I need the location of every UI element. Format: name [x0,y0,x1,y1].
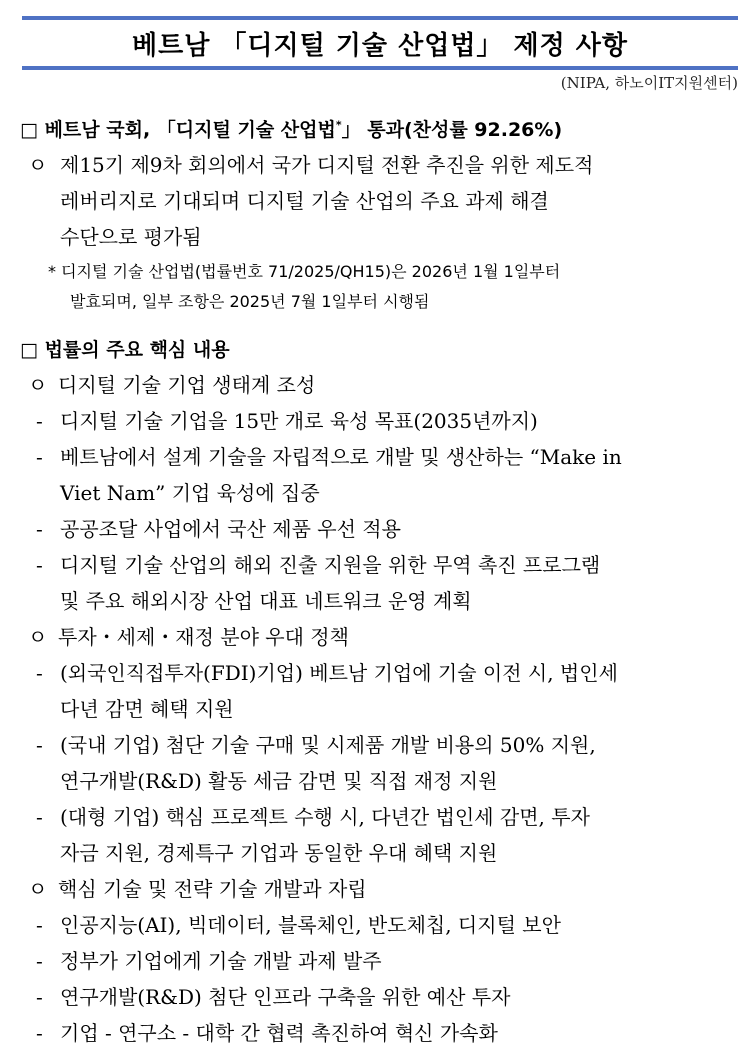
group-marker: ㅇ [28,625,48,649]
list-item-cont: 다년 감면 혜택 지원 [60,697,234,721]
group-marker: ㅇ [28,373,48,397]
dash-marker: - [36,553,43,577]
dash-marker: - [36,913,43,937]
section1-heading: □ 베트남 국회, 「디지털 기술 산업법*」 통과(찬성률 92.26%) [20,118,563,141]
dash-marker: - [36,949,43,973]
list-item-cont: Viet Nam” 기업 육성에 집중 [60,481,320,505]
dash-marker: - [36,445,43,469]
list-item: (국내 기업) 첨단 기술 구매 및 시제품 개발 비용의 50% 지원, [60,733,596,757]
group-marker: ㅇ [28,877,48,901]
section1-item-line: 수단으로 평가됨 [60,225,202,249]
list-item: 인공지능(AI), 빅데이터, 블록체인, 반도체칩, 디지털 보안 [60,913,561,937]
group-title: 투자・세제・재정 분야 우대 정책 [58,625,349,649]
dash-marker: - [36,517,43,541]
dash-marker: - [36,1021,43,1045]
list-item: 디지털 기술 산업의 해외 진출 지원을 위한 무역 촉진 프로그램 [60,553,601,577]
title-band [22,16,738,70]
section1-note: * 디지털 기술 산업법(법률번호 71/2025/QH15)은 2026년 1월 1일부터 [48,262,561,281]
section1-item-marker: ㅇ [28,153,48,177]
dash-marker: - [36,985,43,1009]
section-bullet: □ [20,339,38,361]
section1-item-line: 레버리지로 기대되며 디지털 기술 산업의 주요 과제 해결 [60,189,549,213]
list-item-cont: 및 주요 해외시장 산업 대표 네트워크 운영 계획 [60,589,472,613]
dash-marker: - [36,805,43,829]
list-item: (대형 기업) 핵심 프로젝트 수행 시, 다년간 법인세 감면, 투자 [60,805,590,829]
group-title: 디지털 기술 기업 생태계 조성 [58,373,316,397]
dash-marker: - [36,661,43,685]
section-bullet: □ [20,119,38,141]
dash-marker: - [36,409,43,433]
page-title: 베트남 「디지털 기술 산업법」 제정 사항 [132,30,628,61]
list-item-cont: 자금 지원, 경제특구 기업과 동일한 우대 혜택 지원 [60,841,498,865]
group-title: 핵심 기술 및 전략 기술 개발과 자립 [58,877,367,901]
source-label: (NIPA, 하노이IT지원센터) [560,74,738,92]
list-item: 디지털 기술 기업을 15만 개로 육성 목표(2035년까지) [60,409,538,433]
list-item: 공공조달 사업에서 국산 제품 우선 적용 [60,517,401,541]
dash-marker: - [36,733,43,757]
section1-item-line: 제15기 제9차 회의에서 국가 디지털 전환 추진을 위한 제도적 [60,153,594,177]
section1-note: 발효되며, 일부 조항은 2025년 7월 1일부터 시행됨 [70,292,430,311]
section2-heading: □ 법률의 주요 핵심 내용 [20,339,230,361]
list-item-cont: 연구개발(R&D) 활동 세금 감면 및 직접 재정 지원 [60,769,498,793]
list-item: 베트남에서 설계 기술을 자립적으로 개발 및 생산하는 “Make in [60,445,622,469]
list-item: 정부가 기업에게 기술 개발 과제 발주 [60,949,382,973]
list-item: 연구개발(R&D) 첨단 인프라 구축을 위한 예산 투자 [60,985,511,1009]
list-item: 기업 - 연구소 - 대학 간 협력 촉진하여 혁신 가속화 [60,1021,498,1045]
list-item: (외국인직접투자(FDI)기업) 베트남 기업에 기술 이전 시, 법인세 [60,661,618,685]
